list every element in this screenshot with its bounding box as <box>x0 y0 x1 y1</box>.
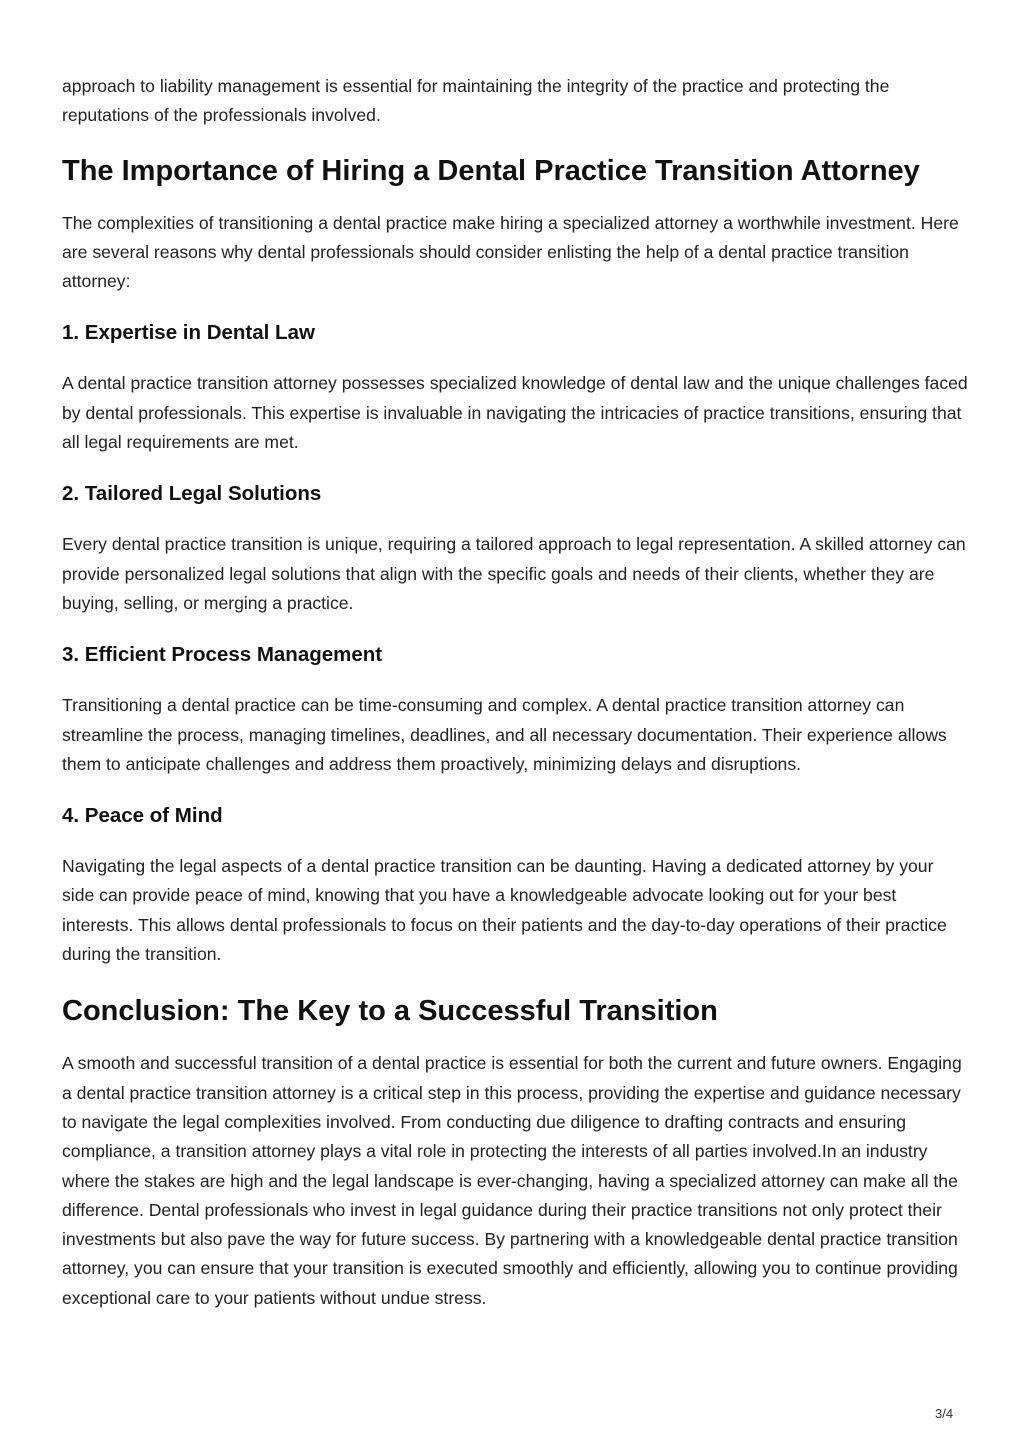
subheading-expertise: 1. Expertise in Dental Law <box>62 321 315 345</box>
paragraph-tailored-solutions: Every dental practice transition is unique, requiring a tailored approach to legal representation. A skilled attorney can provide personalized legal solutions that align with the specific goals and needs of their clients, whether they are buying, selling, or merging a practice. <box>62 534 966 613</box>
subheading-process-management: 3. Efficient Process Management <box>62 643 383 667</box>
section-heading-importance: The Importance of Hiring a Dental Practice Transition Attorney <box>62 154 920 187</box>
document-page <box>62 72 968 1313</box>
page-number: 3/4 <box>935 1406 954 1421</box>
subheading-tailored-solutions: 2. Tailored Legal Solutions <box>62 482 322 506</box>
section-paragraph-conclusion: A smooth and successful transition of a dental practice is essential for both the current and future owners. Engaging a dental practice transition attorney is a critical step in this process, providing the expertise and guidance necessary to navigate the legal complexities involved. From conducting due diligence to drafting contracts and ensuring compliance, a transition attorney plays a vital role in protecting the interests of all parties involved.In an industry where the stakes are high and the legal landscape is ever-changing, having a specialized attorney can make all the difference. Dental professionals who invest in legal guidance during their practice transitions not only protect their investments but also pave the way for future success. By partnering with a knowledgeable dental practice transition attorney, you can ensure that your transition is executed smoothly and efficiently, allowing you to continue providing exceptional care to your patients without undue stress. <box>62 1053 962 1308</box>
paragraph-peace-of-mind: Navigating the legal aspects of a dental practice transition can be daunting. Having a dedicated attorney by your side can provide peace of mind, knowing that you have a knowledgeable advocate looking out for your best interests. This allows dental professionals to focus on their patients and the day-to-day operations of their practice during the transition. <box>62 856 947 965</box>
subheading-peace-of-mind: 4. Peace of Mind <box>62 804 223 828</box>
section-heading-conclusion: Conclusion: The Key to a Successful Transition <box>62 995 718 1028</box>
section-paragraph-importance: The complexities of transitioning a dental practice make hiring a specialized attorney a worthwhile investment. Here are several reasons why dental professionals should consider enlisting the help of a dental practice transition attorney: <box>62 212 959 292</box>
paragraph-process-management: Transitioning a dental practice can be time-consuming and complex. A dental practice transition attorney can streamline the process, managing timelines, deadlines, and all necessary documentation. Their experience allows them to anticipate challenges and address them proactively, minimizing delays and disruptions. <box>62 695 947 774</box>
paragraph-expertise: A dental practice transition attorney possesses specialized knowledge of dental law and the unique challenges faced by dental professionals. This expertise is invaluable in navigating the intricacies of practice transitions, ensuring that all legal requirements are met. <box>62 373 968 453</box>
intro-paragraph: approach to liability management is essential for maintaining the integrity of the practice and protecting the reputations of the professionals involved. <box>62 76 890 126</box>
